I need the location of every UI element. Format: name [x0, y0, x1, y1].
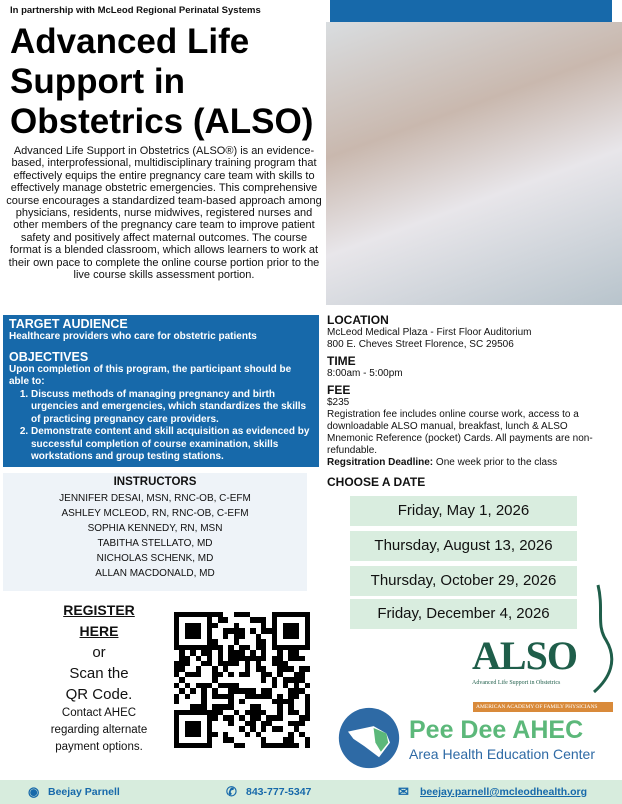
contact-email-link[interactable]: beejay.parnell@mcleodhealth.org [420, 786, 588, 798]
contact-name: Beejay Parnell [48, 786, 120, 798]
register-link-here[interactable]: HERE [79, 623, 119, 639]
time-value: 8:00am - 5:00pm [327, 368, 403, 379]
qr-text: QR Code. [65, 686, 133, 703]
fee-details: Registration fee includes online course work, access to a downloadable ALSO manual, breakfast, lunch & ALSO Mnemonic Reference (pocket) Cards. All payments are non-refundable. [327, 409, 593, 456]
phone-icon: ✆ [226, 784, 237, 799]
aafp-banner: AMERICAN ACADEMY OF FAMILY PHYSICIANS [473, 702, 613, 712]
email-icon: ✉ [398, 784, 409, 799]
fee-heading: FEE [327, 383, 351, 397]
instructor: TABITHA STELLATO, MD [97, 538, 213, 549]
south-carolina-icon [337, 706, 401, 770]
qr-module [305, 743, 310, 748]
contact-text: Contact AHEC regarding alternate payment options. [50, 707, 148, 753]
register-section [40, 600, 158, 756]
objective-item: 2. Demonstrate content and skill acquisition as evidenced by successful completion of course examination, skills workstations and group testing stations. [31, 426, 313, 464]
contact-phone[interactable]: 843-777-5347 [246, 786, 312, 798]
also-subtitle: Advanced Life Support in Obstetrics [472, 680, 561, 686]
decorative-bar [330, 0, 612, 22]
instructor: SOPHIA KENNEDY, RN, MSN [87, 523, 223, 534]
date-option-dec-4[interactable]: Friday, December 4, 2026 [350, 599, 577, 629]
person-icon: ◉ [28, 784, 40, 799]
partnership-text: In partnership with McLeod Regional Perinatal Systems [10, 5, 261, 16]
date-option-aug-13[interactable]: Thursday, August 13, 2026 [350, 531, 577, 561]
scan-text: Scan the [69, 665, 129, 682]
patient-photo [326, 22, 622, 305]
page-title: Advanced Life Support in Obstetrics (ALSO) [10, 22, 314, 141]
date-option-may-1[interactable]: Friday, May 1, 2026 [350, 496, 577, 526]
location-line1: McLeod Medical Plaza - First Floor Auditorium [327, 327, 532, 338]
ahec-name: Pee Dee AHEC [409, 716, 584, 744]
deadline-label: Regsitration Deadline: [327, 457, 434, 468]
time-heading: TIME [327, 354, 356, 368]
also-wordmark: ALSO [472, 633, 577, 678]
contact-footer [0, 780, 622, 804]
instructors-heading: INSTRUCTORS [113, 476, 197, 488]
or-text: or [92, 644, 106, 661]
fee-amount: $235 [327, 397, 350, 408]
pee-dee-ahec-logo [337, 716, 612, 766]
objective-item: 1. Discuss methods of managing pregnancy and birth urgencies and emergencies, which standardizes the skills of practicing pregnancy care providers. [31, 389, 313, 427]
date-option-oct-29[interactable]: Thursday, October 29, 2026 [350, 566, 577, 596]
ahec-subtitle: Area Health Education Center [409, 746, 595, 762]
choose-date-heading: CHOOSE A DATE [327, 475, 426, 489]
also-logo [470, 580, 620, 715]
instructor: NICHOLAS SCHENK, MD [96, 553, 214, 564]
event-details [327, 310, 622, 489]
audience-objectives-panel [3, 315, 319, 467]
objectives-heading: OBJECTIVES [9, 349, 89, 364]
location-heading: LOCATION [327, 313, 389, 327]
target-heading: TARGET AUDIENCE [9, 317, 128, 331]
target-text: Healthcare providers who care for obstetric patients [9, 331, 257, 342]
register-link[interactable]: REGISTER [63, 602, 135, 618]
course-description: Advanced Life Support in Obstetrics (ALSO®) is an evidence-based, interprofessional, multidisciplinary training program that effectively equips the entire pregnancy care team with skills to effectively manage obstetric emergencies. This comprehensive course encourages a standardized team-based approach among physicians, residents, nurse midwives, registered nurses and other members of the pregnancy care team to improve patient safety and positively affect maternal outcomes. The course format is a blended classroom, which allows learners to work at their own pace to complete the online course portion prior to the live course skills assessment portion. [6, 145, 322, 282]
location-line2: 800 E. Cheves Street Florence, SC 29506 [327, 339, 514, 350]
deadline-value: One week prior to the class [433, 457, 558, 468]
instructor: JENNIFER DESAI, MSN, RNC-OB, C-EFM [59, 493, 251, 504]
instructors-panel [3, 473, 307, 591]
instructor: ASHLEY MCLEOD, RN, RNC-OB, C-EFM [61, 508, 249, 519]
objectives-intro: Upon completion of this program, the participant should be able to: [9, 363, 292, 387]
registration-qr-code[interactable] [174, 612, 310, 748]
objectives-list [31, 389, 313, 464]
instructor: ALLAN MACDONALD, MD [95, 568, 215, 579]
